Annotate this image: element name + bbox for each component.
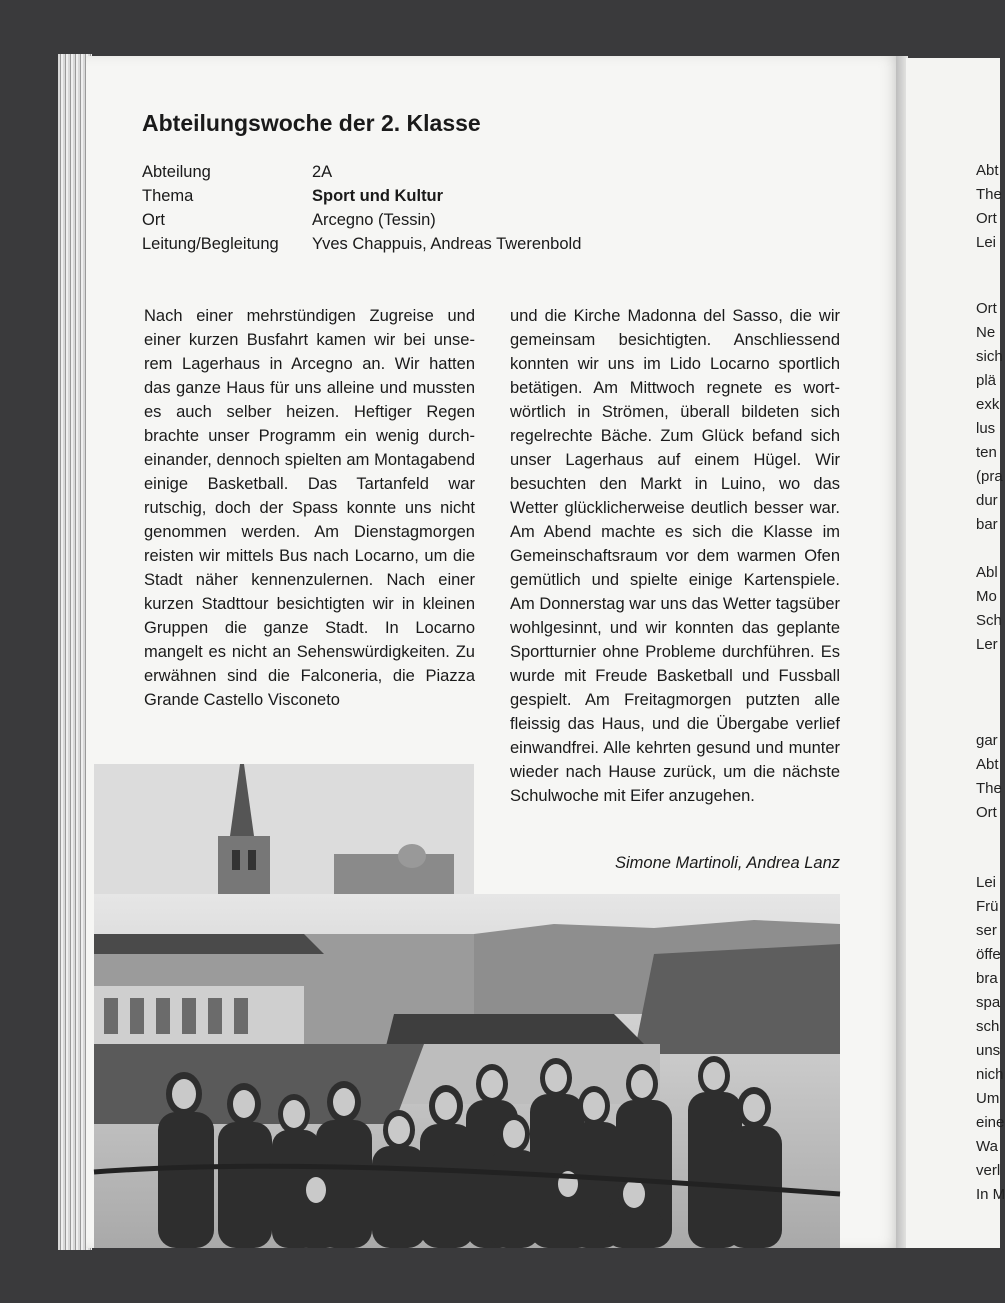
meta-label: Ort [142,211,165,229]
meta-value: Sport und Kultur [312,187,444,205]
magazine-page [86,56,904,1248]
next-page-fragment: plä [976,372,997,389]
next-page-fragment: Ort [976,804,997,821]
next-page-edge [906,58,1005,1248]
next-page-fragment: Um [976,1090,1000,1107]
next-page-fragment: dur [976,492,998,509]
next-page-fragment: öffe [976,946,1001,963]
meta-row [142,160,581,184]
next-page-fragment: gar [976,732,998,749]
next-page-fragment: exk [976,396,1000,413]
next-page-fragment: Lei [976,874,997,891]
next-page-fragment: bra [976,970,998,987]
next-page-fragment: spa [976,994,1001,1011]
next-page-fragment: sich [976,348,1003,365]
meta-row [142,184,581,208]
next-page-fragment: bar [976,516,998,533]
article-author: Simone Martinoli, Andrea Lanz [614,854,840,872]
meta-value: Yves Chappuis, Andreas Twerenbold [312,235,582,253]
meta-label: Abteilung [142,163,211,181]
next-page-fragment: Ne [976,324,996,341]
group-photo [94,894,840,1248]
meta-label: Thema [142,187,194,205]
next-page-fragment: eine [976,1114,1005,1131]
next-page-fragment: verl [976,1162,1001,1179]
next-page-fragment: ser [976,922,997,939]
next-page-fragment: sch [976,1018,1000,1035]
next-page-fragment: Abl [976,564,998,581]
next-page-fragment: Ler [976,636,998,653]
meta-label: Leitung/Begleitung [142,235,279,253]
article-meta-table [142,160,581,256]
next-page-fragment: Abt [976,756,999,773]
next-page-fragment: Ort [976,210,997,227]
next-page-fragment: nich [976,1066,1004,1083]
next-page-fragment: Frü [976,898,999,915]
meta-row [142,208,581,232]
church-tower-illustration [94,764,474,896]
next-page-fragment: Wa [976,1138,998,1155]
next-page-fragment: The [976,186,1002,203]
meta-row [142,232,581,256]
next-page-fragment: (pra [976,468,1003,485]
next-page-fragment: ten [976,444,997,461]
next-page-fragment: Ort [976,300,997,317]
article-column-2: und die Kirche Madonna del Sasso, die wir gemeinsam besichtigten. Anschliessend konnten wir uns im Lido Locarno sportlich betätigen. Am Mittwoch regnete es wortwörtlich in Strömen, überall bildeten sich regelrechte Bäche. Zum Glück befand sich unser Lagerhaus auf einem Hügel. Wir besuchten den Markt in Luino, wo das Wetter glücklicherweise deutlich besser war. Am Abend machte es sich die Klasse im Gemeinschaftsraum vor dem warmen Ofen gemütlich und spielte einige Kartenspiele. Am Donnerstag war uns das Wetter tagsüber wohlgesinnt, und wir konnten das geplante Sportturnier ohne Probleme durchführen. Es wurde mit Freude Basketball und Fussball gespielt. Am Freitagmorgen putzten alle fleissig das Haus, und die Übergabe verlief einwandfrei. Alle kehrten gesund und munter wieder nach Hause zurück, um die nächste Schulwoche mit Eifer anzugehen. [510,307,840,805]
next-page-fragment: Lei [976,234,997,251]
next-page-fragment: Sch [976,612,1002,629]
photo-church-tower [94,764,474,896]
next-page-fragment: In M [976,1186,1005,1203]
next-page-fragment: Abt [976,162,999,179]
next-page-fragment: uns [976,1042,1001,1059]
meta-value: Arcegno (Tessin) [312,211,436,229]
next-page-fragment: lus [976,420,996,437]
article-column-1: Nach einer mehrstündigen Zugreise und einer kurzen Busfahrt kamen wir bei unserem Lagerhaus in Arcegno an. Wir hatten das ganze Haus für uns alleine und mussten es auch selber heizen. Heftiger Regen brachte unser Programm ein wenig durcheinander, dennoch spielten am Montagabend einige Basketball. Das Tartanfeld war rutschig, doch der Spass konnte uns nicht genommen werden. Am Dienstagmorgen reisten wir mittels Bus nach Locarno, um die Stadt näher kennenzulernen. Nach einer kurzen Stadttour besichtigten wir in kleinen Gruppen die ganze Stadt. In Locarno mangelt es nicht an Sehenswürdigkeiten. Zu erwähnen sind die Falconeria, die Piazza Grande Castello Visconeto [144,307,475,709]
next-page-fragment: The [976,780,1002,797]
article-title: Abteilungswoche der 2. Klasse [142,110,481,136]
next-page-fragment: Mo [976,588,997,605]
meta-value: 2A [312,163,333,181]
group-photo-illustration [94,894,840,1248]
